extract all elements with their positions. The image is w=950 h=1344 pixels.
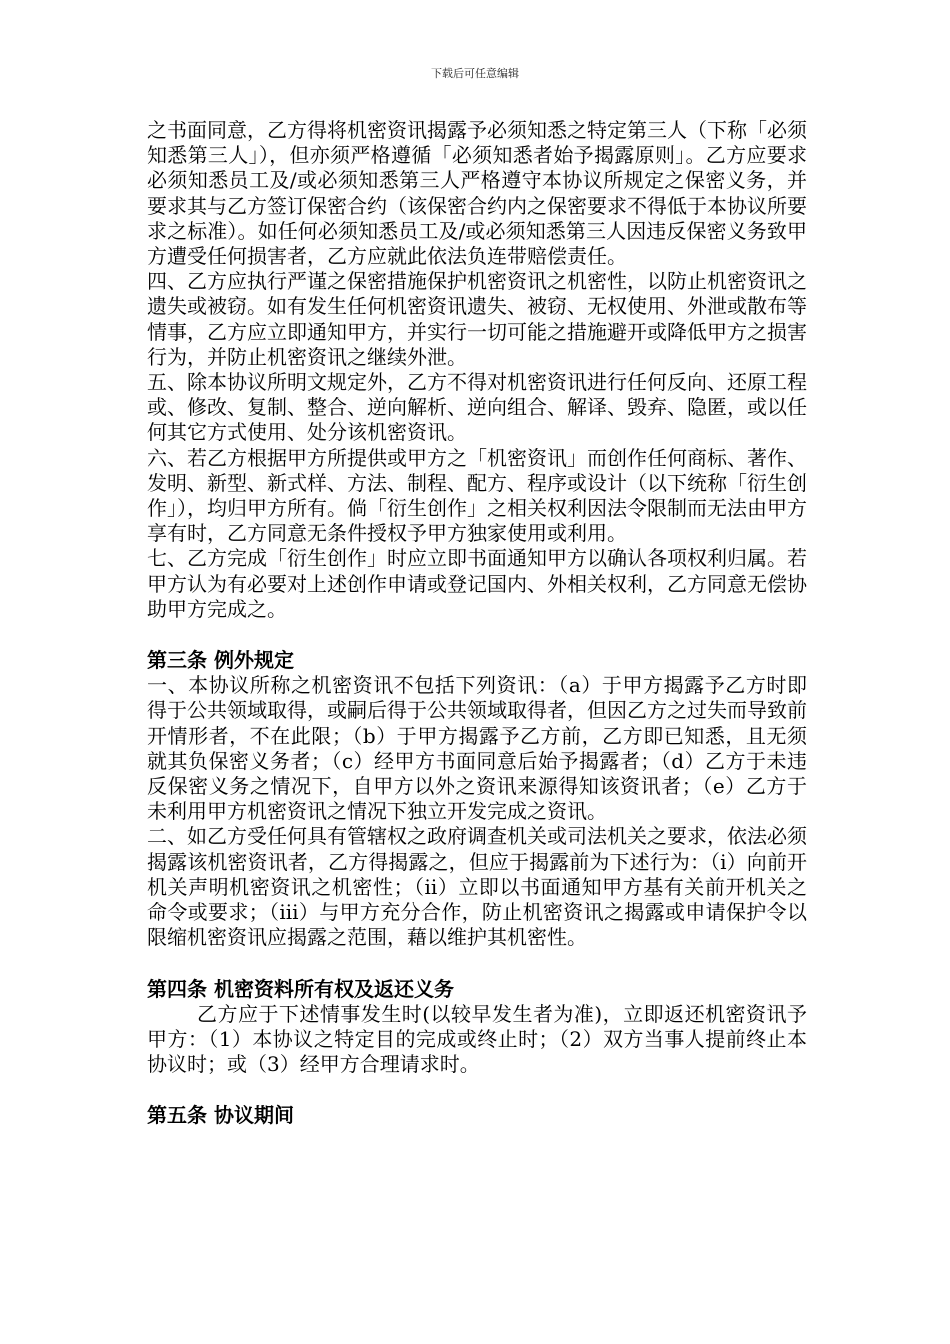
paragraph-confidential-disclosure: 之书面同意，乙方得将机密资讯揭露予必须知悉之特定第三人（下称「必须知悉第三人」），但亦须严格遵循「必须知悉者始予揭露原则」。乙方应要求必须知悉员工及/或必须知悉第三人严格遵守本协议所规定之保密义务，并要求其与乙方签订保密合约（该保密合约内之保密要求不得低于本协议所要求之标准）。如任何必须知悉员工及/或必须知悉第三人因违反保密义务致甲方遭受任何损害者，乙方应就此依法负连带赔偿责任。 xyxy=(147,118,807,269)
section-heading-article-3: 第三条 例外规定 xyxy=(147,648,294,673)
page-header-note: 下载后可任意编辑 xyxy=(431,67,519,80)
paragraph-return-obligation: 乙方应于下述情事发生时(以较早发生者为准)，立即返还机密资讯予甲方：（1）本协议之特定目的完成或终止时；（2）双方当事人提前终止本协议时；或（3）经甲方合理请求时。 xyxy=(147,1001,807,1077)
section-heading-article-4: 第四条 机密资料所有权及返还义务 xyxy=(147,976,454,1001)
paragraph-item-4: 四、乙方应执行严谨之保密措施保护机密资讯之机密性，以防止机密资讯之遗失或被窃。如有发生任何机密资讯遗失、被窃、无权使用、外泄或散布等情事，乙方应立即通知甲方，并实行一切可能之措施避开或降低甲方之损害行为，并防止机密资讯之继续外泄。 xyxy=(147,269,807,369)
section-heading-article-5: 第五条 协议期间 xyxy=(147,1103,294,1128)
paragraph-item-6: 六、若乙方根据甲方所提供或甲方之「机密资讯」而创作任何商标、著作、发明、新型、新式样、方法、制程、配方、程序或设计（以下统称「衍生创作」），均归甲方所有。倘「衍生创作」之相关权利因法令限制而无法由甲方享有时，乙方同意无条件授权予甲方独家使用或利用。 xyxy=(147,445,807,546)
document-body xyxy=(147,118,807,1129)
paragraph-item-5: 五、除本协议所明文规定外，乙方不得对机密资讯进行任何反向、还原工程或、修改、复制、整合、逆向解析、逆向组合、解译、毁弃、隐匿，或以任何其它方式使用、处分该机密资讯。 xyxy=(147,370,807,445)
paragraph-exception-1: 一、本协议所称之机密资讯不包括下列资讯：（a）于甲方揭露予乙方时即得于公共领域取得，或嗣后得于公共领域取得者，但因乙方之过失而导致前开情形者，不在此限；（b）于甲方揭露予乙方前，乙方即已知悉，且无须就其负保密义务者；（c）经甲方书面同意后始予揭露者；（d）乙方于未违反保密义务之情况下，自甲方以外之资讯来源得知该资讯者；（e）乙方于未利用甲方机密资讯之情况下独立开发完成之资讯。 xyxy=(147,673,807,824)
paragraph-exception-2: 二、如乙方受任何具有管辖权之政府调查机关或司法机关之要求，依法必须揭露该机密资讯者，乙方得揭露之，但应于揭露前为下述行为：（i）向前开机关声明机密资讯之机密性；（ii）立即以书面通知甲方基有关前开机关之命令或要求；（iii）与甲方充分合作，防止机密资讯之揭露或申请保护令以限缩机密资讯应揭露之范围，藉以维护其机密性。 xyxy=(147,824,807,950)
paragraph-item-7: 七、乙方完成「衍生创作」时应立即书面通知甲方以确认各项权利归属。若甲方认为有必要对上述创作申请或登记国内、外相关权利，乙方同意无偿协助甲方完成之。 xyxy=(147,546,807,621)
